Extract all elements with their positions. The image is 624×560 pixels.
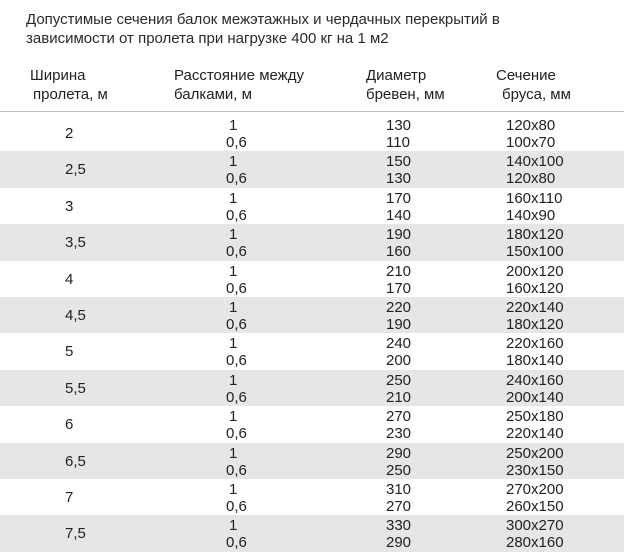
title-line-1: Допустимые сечения балок межэтажных и чердачных перекрытий в — [26, 11, 500, 28]
cell-timber-section — [506, 517, 564, 551]
table-row — [0, 479, 624, 515]
header-span-width — [30, 66, 108, 104]
cell-span-width: 3,5 — [65, 234, 86, 252]
cell-beam-distance-value: 0,6 — [226, 497, 247, 515]
cell-log-diameter-value: 240 — [386, 335, 412, 353]
cell-beam-distance — [226, 190, 247, 224]
cell-beam-distance-value: 0,6 — [226, 461, 247, 479]
cell-beam-distance-value: 1 — [229, 517, 238, 535]
cell-log-diameter-value: 310 — [386, 480, 412, 498]
cell-beam-distance-value: 1 — [229, 226, 238, 244]
cell-timber-section-value: 280х160 — [506, 534, 564, 552]
cell-span-width: 5 — [65, 343, 74, 361]
cell-beam-distance-value: 1 — [229, 408, 238, 426]
cell-beam-distance — [226, 226, 247, 260]
cell-span-width: 6 — [65, 416, 74, 434]
cell-log-diameter-value: 220 — [386, 298, 412, 316]
cell-log-diameter-value: 230 — [386, 425, 412, 443]
table-row — [0, 151, 624, 187]
table-row — [0, 115, 624, 151]
cell-beam-distance — [226, 263, 247, 297]
cell-timber-section-value: 220х140 — [506, 298, 564, 316]
table-row — [0, 188, 624, 224]
cell-timber-section — [506, 481, 564, 515]
cell-beam-distance — [226, 445, 247, 479]
cell-beam-distance-value: 1 — [229, 117, 238, 134]
cell-span-width: 2 — [65, 125, 74, 142]
table-row — [0, 261, 624, 297]
cell-beam-distance — [226, 372, 247, 406]
cell-log-diameter — [386, 335, 411, 369]
cell-log-diameter — [386, 117, 411, 151]
cell-timber-section — [506, 263, 564, 297]
cell-beam-distance-value: 1 — [229, 335, 238, 353]
cell-beam-distance-value: 0,6 — [226, 352, 247, 370]
header-beam-distance-line-1: Расстояние между — [174, 67, 304, 84]
cell-timber-section-value: 200х140 — [506, 388, 564, 406]
cell-beam-distance-value: 1 — [229, 153, 238, 171]
cell-timber-section-value: 100х70 — [506, 134, 556, 151]
cell-beam-distance — [226, 335, 247, 369]
header-timber-section — [496, 66, 571, 104]
cell-log-diameter-value: 290 — [386, 534, 412, 552]
cell-beam-distance — [226, 153, 247, 187]
cell-timber-section-value: 140х90 — [506, 206, 556, 224]
cell-log-diameter — [386, 481, 411, 515]
cell-log-diameter-value: 170 — [386, 279, 412, 297]
cell-beam-distance-value: 0,6 — [226, 534, 247, 552]
cell-log-diameter — [386, 408, 411, 442]
cell-log-diameter — [386, 263, 411, 297]
header-beam-distance — [174, 66, 304, 104]
cell-log-diameter-value: 130 — [386, 117, 412, 134]
cell-log-diameter-value: 250 — [386, 371, 412, 389]
cell-beam-distance — [226, 299, 247, 333]
table-row — [0, 297, 624, 333]
cell-log-diameter-value: 290 — [386, 444, 412, 462]
cell-timber-section-value: 250х180 — [506, 408, 564, 426]
header-timber-section-line-2: бруса, мм — [502, 86, 571, 103]
cell-log-diameter-value: 160 — [386, 243, 412, 261]
cell-timber-section — [506, 445, 564, 479]
cell-beam-distance — [226, 481, 247, 515]
cell-beam-distance-value: 0,6 — [226, 315, 247, 333]
cell-log-diameter-value: 140 — [386, 206, 412, 224]
page-title — [26, 10, 616, 48]
cell-span-width: 7,5 — [65, 525, 86, 543]
header-log-diameter-line-2: бревен, мм — [366, 86, 445, 103]
cell-beam-distance — [226, 117, 247, 151]
cell-log-diameter — [386, 299, 411, 333]
cell-timber-section — [506, 372, 564, 406]
cell-timber-section — [506, 408, 564, 442]
cell-timber-section-value: 160х110 — [506, 189, 563, 207]
cell-log-diameter — [386, 226, 411, 260]
header-span-width-line-2: пролета, м — [33, 86, 108, 103]
cell-timber-section-value: 180х140 — [506, 352, 564, 370]
table-row — [0, 443, 624, 479]
cell-beam-distance-value: 0,6 — [226, 243, 247, 261]
cell-span-width: 4 — [65, 270, 74, 288]
header-span-width-line-1: Ширина — [30, 67, 86, 84]
cell-beam-distance-value: 1 — [229, 371, 238, 389]
cell-log-diameter-value: 250 — [386, 461, 412, 479]
header-divider — [0, 111, 624, 112]
header-timber-section-line-1: Сечение — [496, 67, 556, 84]
table-body — [0, 115, 624, 552]
cell-log-diameter — [386, 372, 411, 406]
cell-span-width: 2,5 — [65, 161, 86, 179]
cell-timber-section — [506, 190, 562, 224]
cell-log-diameter-value: 170 — [386, 189, 412, 207]
cell-beam-distance-value: 1 — [229, 262, 238, 280]
cell-timber-section-value: 140х100 — [506, 153, 564, 171]
table-row — [0, 406, 624, 442]
cell-beam-distance-value: 1 — [229, 444, 238, 462]
cell-beam-distance-value: 0,6 — [226, 425, 247, 443]
cell-timber-section — [506, 299, 564, 333]
table-header — [0, 66, 624, 106]
cell-timber-section-value: 180х120 — [506, 315, 564, 333]
cell-timber-section-value: 220х160 — [506, 335, 564, 353]
cell-log-diameter-value: 270 — [386, 497, 412, 515]
cell-beam-distance — [226, 517, 247, 551]
cell-log-diameter-value: 200 — [386, 352, 412, 370]
cell-beam-distance-value: 1 — [229, 298, 238, 316]
cell-timber-section — [506, 335, 564, 369]
cell-timber-section-value: 220х140 — [506, 425, 564, 443]
title-line-2: зависимости от пролета при нагрузке 400 кг на 1 м2 — [26, 30, 389, 47]
cell-timber-section-value: 260х150 — [506, 497, 564, 515]
cell-span-width: 3 — [65, 197, 74, 215]
cell-beam-distance-value: 1 — [229, 480, 238, 498]
cell-beam-distance-value: 0,6 — [226, 388, 247, 406]
cell-timber-section-value: 120х80 — [506, 117, 556, 134]
table-row — [0, 333, 624, 369]
cell-log-diameter — [386, 190, 411, 224]
cell-timber-section-value: 230х150 — [506, 461, 564, 479]
cell-timber-section-value: 240х160 — [506, 371, 564, 389]
cell-span-width: 6,5 — [65, 452, 86, 470]
cell-log-diameter-value: 110 — [386, 134, 410, 151]
cell-timber-section — [506, 117, 555, 151]
cell-beam-distance-value: 0,6 — [226, 170, 247, 188]
cell-timber-section-value: 250х200 — [506, 444, 564, 462]
header-log-diameter-line-1: Диаметр — [366, 67, 427, 84]
cell-timber-section-value: 300х270 — [506, 517, 564, 535]
cell-log-diameter-value: 210 — [386, 262, 412, 280]
table-row — [0, 224, 624, 260]
cell-log-diameter-value: 210 — [386, 388, 412, 406]
cell-log-diameter-value: 150 — [386, 153, 412, 171]
cell-timber-section-value: 270х200 — [506, 480, 564, 498]
cell-timber-section — [506, 226, 564, 260]
cell-span-width: 5,5 — [65, 379, 86, 397]
cell-log-diameter-value: 130 — [386, 170, 412, 188]
table-row — [0, 370, 624, 406]
cell-log-diameter-value: 190 — [386, 226, 412, 244]
cell-span-width: 7 — [65, 488, 74, 506]
table-row — [0, 515, 624, 551]
cell-log-diameter — [386, 517, 411, 551]
cell-timber-section-value: 200х120 — [506, 262, 564, 280]
cell-beam-distance-value: 1 — [229, 189, 238, 207]
cell-beam-distance-value: 0,6 — [226, 134, 247, 151]
cell-log-diameter-value: 190 — [386, 315, 412, 333]
cell-beam-distance-value: 0,6 — [226, 279, 247, 297]
cell-span-width: 4,5 — [65, 306, 86, 324]
cell-timber-section — [506, 153, 564, 187]
cell-timber-section-value: 180х120 — [506, 226, 564, 244]
cell-log-diameter-value: 270 — [386, 408, 412, 426]
cell-timber-section-value: 120х80 — [506, 170, 556, 188]
header-log-diameter — [366, 66, 445, 104]
cell-log-diameter — [386, 153, 411, 187]
cell-timber-section-value: 150х100 — [506, 243, 564, 261]
header-beam-distance-line-2: балками, м — [174, 86, 252, 103]
cell-log-diameter-value: 330 — [386, 517, 412, 535]
cell-beam-distance — [226, 408, 247, 442]
cell-log-diameter — [386, 445, 411, 479]
cell-timber-section-value: 160х120 — [506, 279, 564, 297]
cell-beam-distance-value: 0,6 — [226, 206, 247, 224]
